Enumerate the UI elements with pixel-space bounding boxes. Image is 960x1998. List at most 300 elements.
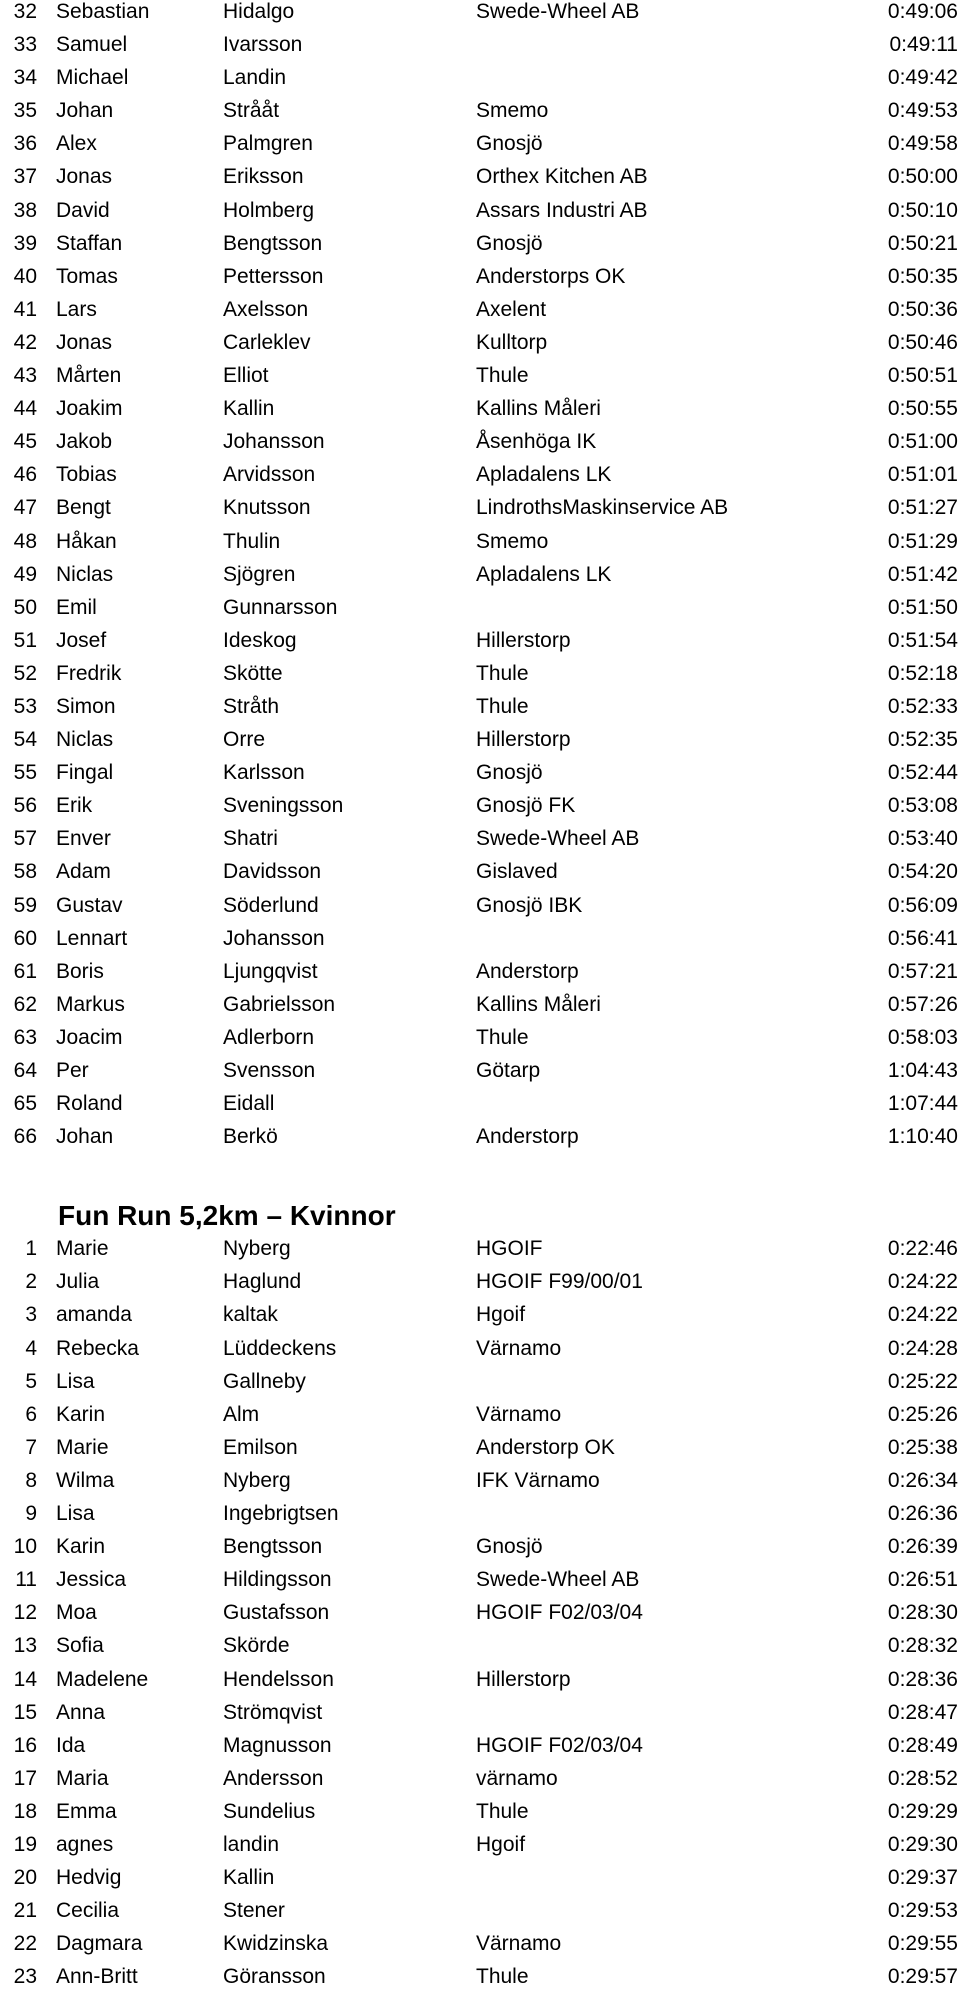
- first-name: Bengt: [56, 496, 111, 520]
- result-row: [0, 99, 960, 132]
- first-name: amanda: [56, 1303, 132, 1327]
- result-row: [0, 0, 960, 33]
- first-name: Enver: [56, 827, 111, 851]
- result-row: [0, 1026, 960, 1059]
- placement: 16: [13, 1733, 37, 1757]
- result-row: [0, 596, 960, 629]
- club: Axelent: [476, 297, 547, 321]
- result-row: [0, 232, 960, 265]
- finish-time: 0:29:55: [887, 1932, 958, 1956]
- last-name: Haglund: [223, 1270, 302, 1294]
- last-name: Lüddeckens: [223, 1336, 337, 1360]
- placement: 48: [13, 529, 37, 553]
- last-name: Johansson: [223, 926, 325, 950]
- finish-time: 0:24:28: [887, 1336, 958, 1360]
- result-row: [0, 1303, 960, 1336]
- last-name: Gabrielsson: [223, 992, 336, 1016]
- last-name: Gustafsson: [223, 1601, 330, 1625]
- finish-time: 1:10:40: [887, 1125, 958, 1149]
- club: Gnosjö: [476, 1535, 543, 1559]
- last-name: Skörde: [223, 1634, 290, 1658]
- first-name: Wilma: [56, 1468, 115, 1492]
- result-row: [0, 1092, 960, 1125]
- result-row: [0, 960, 960, 993]
- placement: 40: [13, 264, 37, 288]
- first-name: Emma: [56, 1799, 117, 1823]
- last-name: Landin: [223, 66, 287, 90]
- first-name: Jonas: [56, 165, 113, 189]
- finish-time: 0:53:08: [887, 794, 958, 818]
- placement: 7: [25, 1435, 37, 1459]
- result-row: [0, 331, 960, 364]
- result-row: [0, 894, 960, 927]
- first-name: Fingal: [56, 761, 114, 785]
- last-name: Ingebrigtsen: [223, 1502, 339, 1526]
- result-row: [0, 662, 960, 695]
- club: Hillerstorp: [476, 1667, 571, 1691]
- last-name: Pettersson: [223, 264, 324, 288]
- club: Hgoif: [476, 1303, 526, 1327]
- club: Thule: [476, 1799, 529, 1823]
- last-name: kaltak: [223, 1303, 278, 1327]
- first-name: Dagmara: [56, 1932, 143, 1956]
- first-name: Jakob: [56, 430, 113, 454]
- placement: 37: [13, 165, 37, 189]
- result-row: [0, 1237, 960, 1270]
- club: Gnosjö IBK: [476, 893, 583, 917]
- last-name: Hendelsson: [223, 1667, 334, 1691]
- finish-time: 0:52:18: [887, 661, 958, 685]
- last-name: Söderlund: [223, 893, 319, 917]
- club: Gnosjö: [476, 132, 543, 156]
- result-row: [0, 165, 960, 198]
- placement: 38: [13, 198, 37, 222]
- placement: 39: [13, 231, 37, 255]
- last-name: Sjögren: [223, 562, 296, 586]
- first-name: Samuel: [56, 33, 128, 57]
- club: Thule: [476, 694, 529, 718]
- club: HGOIF F99/00/01: [476, 1270, 643, 1294]
- last-name: Ljungqvist: [223, 959, 318, 983]
- result-row: [0, 1270, 960, 1303]
- finish-time: 0:28:52: [887, 1766, 958, 1790]
- placement: 21: [13, 1899, 37, 1923]
- club: Gislaved: [476, 860, 558, 884]
- club: Assars Industri AB: [476, 198, 648, 222]
- first-name: Lars: [56, 297, 97, 321]
- finish-time: 0:28:47: [887, 1700, 958, 1724]
- result-row: [0, 563, 960, 596]
- club: Anderstorp: [476, 1125, 579, 1149]
- placement: 22: [13, 1932, 37, 1956]
- finish-time: 0:29:30: [887, 1832, 958, 1856]
- first-name: agnes: [56, 1832, 114, 1856]
- result-row: [0, 530, 960, 563]
- finish-time: 0:49:42: [887, 66, 958, 90]
- first-name: Mårten: [56, 364, 122, 388]
- last-name: Sundelius: [223, 1799, 316, 1823]
- placement: 56: [13, 794, 37, 818]
- placement: 59: [13, 893, 37, 917]
- last-name: Stråth: [223, 694, 280, 718]
- last-name: Emilson: [223, 1435, 298, 1459]
- last-name: Thulin: [223, 529, 281, 553]
- finish-time: 0:56:09: [887, 893, 958, 917]
- club: Åsenhöga IK: [476, 430, 597, 454]
- placement: 14: [13, 1667, 37, 1691]
- club: Smemo: [476, 529, 549, 553]
- club: Gnosjö FK: [476, 794, 576, 818]
- finish-time: 0:26:36: [887, 1502, 958, 1526]
- placement: 2: [25, 1270, 37, 1294]
- first-name: Karin: [56, 1402, 106, 1426]
- finish-time: 0:50:51: [887, 364, 958, 388]
- result-row: [0, 1469, 960, 1502]
- last-name: Eriksson: [223, 165, 304, 189]
- result-row: [0, 463, 960, 496]
- placement: 10: [13, 1535, 37, 1559]
- club: LindrothsMaskinservice AB: [476, 496, 729, 520]
- result-row: [0, 66, 960, 99]
- finish-time: 0:51:27: [887, 496, 958, 520]
- last-name: Alm: [223, 1402, 260, 1426]
- placement: 19: [13, 1832, 37, 1856]
- club: Swede-Wheel AB: [476, 1568, 640, 1592]
- finish-time: 0:22:46: [887, 1237, 958, 1261]
- result-row: [0, 1866, 960, 1899]
- first-name: Josef: [56, 628, 107, 652]
- club: Smemo: [476, 99, 549, 123]
- placement: 54: [13, 728, 37, 752]
- placement: 58: [13, 860, 37, 884]
- club: Thule: [476, 364, 529, 388]
- result-row: [0, 33, 960, 66]
- club: Kallins Måleri: [476, 397, 601, 421]
- club: Anderstorp: [476, 959, 579, 983]
- finish-time: 0:49:58: [887, 132, 958, 156]
- finish-time: 0:26:51: [887, 1568, 958, 1592]
- result-row: [0, 794, 960, 827]
- section-title: Fun Run 5,2km – Kvinnor: [58, 1200, 396, 1232]
- placement: 1: [25, 1237, 37, 1261]
- club: Gnosjö: [476, 231, 543, 255]
- first-name: Tobias: [56, 463, 117, 487]
- placement: 15: [13, 1700, 37, 1724]
- placement: 60: [13, 926, 37, 950]
- result-row: [0, 1800, 960, 1833]
- result-row: [0, 1436, 960, 1469]
- last-name: Holmberg: [223, 198, 315, 222]
- first-name: Maria: [56, 1766, 109, 1790]
- result-row: [0, 927, 960, 960]
- first-name: Joakim: [56, 397, 123, 421]
- club: Orthex Kitchen AB: [476, 165, 648, 189]
- finish-time: 1:04:43: [887, 1059, 958, 1082]
- finish-time: 0:24:22: [887, 1303, 958, 1327]
- last-name: Shatri: [223, 827, 278, 851]
- last-name: Nyberg: [223, 1237, 291, 1261]
- result-row: [0, 1899, 960, 1932]
- placement: 43: [13, 364, 37, 388]
- last-name: Berkö: [223, 1125, 278, 1149]
- finish-time: 0:50:46: [887, 330, 958, 354]
- placement: 3: [25, 1303, 37, 1327]
- club: Apladalens LK: [476, 463, 612, 487]
- last-name: Bengtsson: [223, 1535, 323, 1559]
- result-row: [0, 1337, 960, 1370]
- placement: 13: [13, 1634, 37, 1658]
- first-name: Erik: [56, 794, 93, 818]
- finish-time: 0:28:49: [887, 1733, 958, 1757]
- finish-time: 0:52:33: [887, 694, 958, 718]
- last-name: Adlerborn: [223, 1025, 315, 1049]
- result-row: [0, 1668, 960, 1701]
- first-name: Lisa: [56, 1502, 95, 1526]
- result-row: [0, 1767, 960, 1800]
- finish-time: 0:50:00: [887, 165, 958, 189]
- finish-time: 0:51:29: [887, 529, 958, 553]
- finish-time: 0:57:26: [887, 992, 958, 1016]
- finish-time: 0:26:39: [887, 1535, 958, 1559]
- result-row: [0, 1502, 960, 1535]
- placement: 4: [25, 1336, 37, 1360]
- first-name: Joacim: [56, 1025, 123, 1049]
- last-name: Strååt: [223, 99, 280, 123]
- result-row: [0, 860, 960, 893]
- first-name: Madelene: [56, 1667, 149, 1691]
- result-row: [0, 364, 960, 397]
- last-name: Bengtsson: [223, 231, 323, 255]
- placement: 45: [13, 430, 37, 454]
- result-row: [0, 1601, 960, 1634]
- last-name: landin: [223, 1832, 280, 1856]
- first-name: David: [56, 198, 110, 222]
- club: Värnamo: [476, 1402, 562, 1426]
- first-name: Alex: [56, 132, 97, 156]
- first-name: Emil: [56, 595, 97, 619]
- placement: 57: [13, 827, 37, 851]
- last-name: Stener: [223, 1899, 285, 1923]
- finish-time: 0:49:11: [889, 33, 958, 57]
- finish-time: 0:50:10: [887, 198, 958, 222]
- finish-time: 0:28:30: [887, 1601, 958, 1625]
- first-name: Lisa: [56, 1369, 95, 1393]
- first-name: Boris: [56, 959, 104, 983]
- first-name: Gustav: [56, 893, 123, 917]
- finish-time: 0:50:55: [887, 397, 958, 421]
- first-name: Jessica: [56, 1568, 127, 1592]
- result-row: [0, 1734, 960, 1767]
- club: Thule: [476, 1965, 529, 1989]
- club: Hgoif: [476, 1832, 526, 1856]
- placement: 52: [13, 661, 37, 685]
- finish-time: 0:26:34: [887, 1468, 958, 1492]
- first-name: Julia: [56, 1270, 100, 1294]
- club: Anderstorps OK: [476, 264, 626, 288]
- result-row: [0, 1965, 960, 1998]
- placement: 55: [13, 761, 37, 785]
- last-name: Hidalgo: [223, 0, 295, 23]
- last-name: Gunnarsson: [223, 595, 338, 619]
- finish-time: 0:29:57: [887, 1965, 958, 1989]
- result-row: [0, 761, 960, 794]
- first-name: Lennart: [56, 926, 128, 950]
- first-name: Moa: [56, 1601, 97, 1625]
- club: HGOIF F02/03/04: [476, 1733, 643, 1757]
- first-name: Per: [56, 1059, 89, 1082]
- finish-time: 0:51:01: [887, 463, 958, 487]
- last-name: Andersson: [223, 1766, 324, 1790]
- first-name: Roland: [56, 1092, 123, 1116]
- placement: 5: [25, 1369, 37, 1393]
- placement: 53: [13, 694, 37, 718]
- placement: 20: [13, 1866, 37, 1890]
- placement: 42: [13, 330, 37, 354]
- result-row: [0, 1634, 960, 1667]
- finish-time: 0:25:26: [887, 1402, 958, 1426]
- first-name: Sebastian: [56, 0, 150, 23]
- first-name: Marie: [56, 1237, 109, 1261]
- placement: 36: [13, 132, 37, 156]
- placement: 6: [25, 1402, 37, 1426]
- placement: 63: [13, 1025, 37, 1049]
- last-name: Ideskog: [223, 628, 297, 652]
- finish-time: 0:53:40: [887, 827, 958, 851]
- first-name: Markus: [56, 992, 125, 1016]
- finish-time: 1:07:44: [887, 1092, 958, 1116]
- finish-time: 0:25:38: [887, 1435, 958, 1459]
- club: Hillerstorp: [476, 628, 571, 652]
- result-row: [0, 1568, 960, 1601]
- placement: 35: [13, 99, 37, 123]
- placement: 64: [13, 1059, 37, 1082]
- last-name: Orre: [223, 728, 265, 752]
- club: Thule: [476, 661, 529, 685]
- first-name: Karin: [56, 1535, 106, 1559]
- result-row: [0, 827, 960, 860]
- first-name: Adam: [56, 860, 111, 884]
- placement: 34: [13, 66, 37, 90]
- placement: 17: [13, 1766, 37, 1790]
- finish-time: 0:57:21: [887, 959, 958, 983]
- last-name: Palmgren: [223, 132, 313, 156]
- last-name: Axelsson: [223, 297, 309, 321]
- finish-time: 0:49:06: [887, 0, 958, 23]
- last-name: Davidsson: [223, 860, 322, 884]
- placement: 23: [13, 1965, 37, 1989]
- finish-time: 0:54:20: [887, 860, 958, 884]
- last-name: Arvidsson: [223, 463, 316, 487]
- placement: 47: [13, 496, 37, 520]
- section-gap: [0, 1158, 960, 1201]
- last-name: Carleklev: [223, 330, 311, 354]
- first-name: Ida: [56, 1733, 86, 1757]
- finish-time: 0:50:36: [887, 297, 958, 321]
- finish-time: 0:24:22: [887, 1270, 958, 1294]
- placement: 65: [13, 1092, 37, 1116]
- finish-time: 0:51:50: [887, 595, 958, 619]
- club: Värnamo: [476, 1336, 562, 1360]
- club: Apladalens LK: [476, 562, 612, 586]
- result-row: [0, 430, 960, 463]
- first-name: Michael: [56, 66, 129, 90]
- last-name: Strömqvist: [223, 1700, 323, 1724]
- first-name: Niclas: [56, 562, 114, 586]
- result-row: [0, 1370, 960, 1403]
- result-row: [0, 1403, 960, 1436]
- last-name: Göransson: [223, 1965, 326, 1989]
- club: Hillerstorp: [476, 728, 571, 752]
- result-row: [0, 397, 960, 430]
- last-name: Hildingsson: [223, 1568, 332, 1592]
- finish-time: 0:25:22: [887, 1369, 958, 1393]
- last-name: Skötte: [223, 661, 283, 685]
- placement: 46: [13, 463, 37, 487]
- placement: 11: [15, 1568, 37, 1592]
- placement: 61: [13, 959, 37, 983]
- last-name: Kallin: [223, 397, 275, 421]
- last-name: Kwidzinska: [223, 1932, 329, 1956]
- club: Anderstorp OK: [476, 1435, 615, 1459]
- finish-time: 0:52:44: [887, 761, 958, 785]
- first-name: Jonas: [56, 330, 113, 354]
- finish-time: 0:58:03: [887, 1025, 958, 1049]
- first-name: Staffan: [56, 231, 123, 255]
- finish-time: 0:29:29: [887, 1799, 958, 1823]
- result-row: [0, 1535, 960, 1568]
- last-name: Eidall: [223, 1092, 275, 1116]
- placement: 9: [25, 1502, 37, 1526]
- finish-time: 0:29:37: [887, 1866, 958, 1890]
- finish-time: 0:29:53: [887, 1899, 958, 1923]
- first-name: Simon: [56, 694, 116, 718]
- result-row: [0, 1059, 960, 1092]
- last-name: Magnusson: [223, 1733, 332, 1757]
- first-name: Ann-Britt: [56, 1965, 138, 1989]
- last-name: Svensson: [223, 1059, 316, 1082]
- placement: 49: [13, 562, 37, 586]
- last-name: Elliot: [223, 364, 269, 388]
- club: IFK Värnamo: [476, 1468, 600, 1492]
- club: HGOIF: [476, 1237, 543, 1261]
- result-row: [0, 1932, 960, 1965]
- first-name: Sofia: [56, 1634, 104, 1658]
- result-row: [0, 1125, 960, 1158]
- last-name: Knutsson: [223, 496, 311, 520]
- finish-time: 0:56:41: [887, 926, 958, 950]
- result-row: [0, 132, 960, 165]
- club: värnamo: [476, 1766, 558, 1790]
- placement: 32: [13, 0, 37, 23]
- finish-time: 0:50:35: [887, 264, 958, 288]
- placement: 44: [13, 397, 37, 421]
- last-name: Nyberg: [223, 1468, 291, 1492]
- result-row: [0, 993, 960, 1026]
- first-name: Johan: [56, 99, 114, 123]
- club: Götarp: [476, 1059, 541, 1082]
- placement: 41: [13, 297, 37, 321]
- first-name: Tomas: [56, 264, 118, 288]
- placement: 8: [25, 1468, 37, 1492]
- result-row: [0, 629, 960, 662]
- first-name: Håkan: [56, 529, 117, 553]
- club: HGOIF F02/03/04: [476, 1601, 643, 1625]
- result-row: [0, 695, 960, 728]
- club: Thule: [476, 1025, 529, 1049]
- finish-time: 0:51:54: [887, 628, 958, 652]
- result-row: [0, 728, 960, 761]
- finish-time: 0:50:21: [887, 231, 958, 255]
